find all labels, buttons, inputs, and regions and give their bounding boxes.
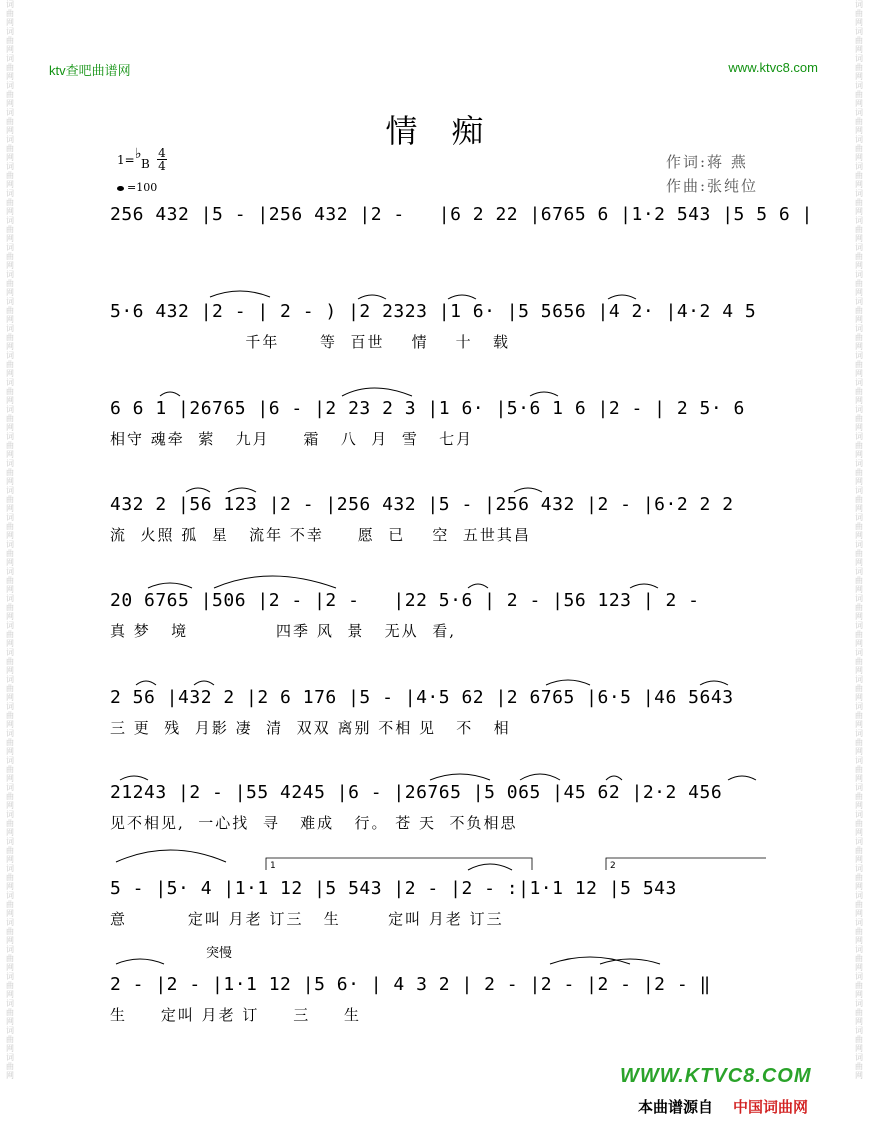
score-notes: 2 56 |432 2 |2 6 176 |5 - |4·5 62 |2 6765 |6·5 |46 5643 [110,687,734,708]
song-title: 情痴 [385,112,518,150]
score-notes: 6 6 1 |26765 |6 - |2 23 2 3 |1 6· |5·6 1 6 |2 - | 2 5· 6 [110,398,745,419]
score-line-2 [110,297,768,357]
score-lyrics: 三 更 残 月影 凄 清 双双 离别 不相 见 不 相 [110,719,511,737]
volta-1-label: 1 [270,861,276,871]
score-lyrics: 见不相见, 一心找 寻 难成 行。 苍 天 不负相思 [110,814,518,832]
score-line-8 [110,861,768,934]
score-line-9 [110,970,768,1030]
score-lyrics: 相守 魂牵 萦 九月 霜 八 月 雪 七月 [110,430,474,448]
score-notes: 5 - |5· 4 |1·1 12 |5 543 |2 - |2 - :|1·1 12 |5 543 [110,878,677,899]
score-notes: 5·6 432 |2 - | 2 - ) |2 2323 |1 6· |5 5656 |4 2· |4·2 4 5 [110,301,757,322]
score-lyrics: 千年 等 百世 情 十 载 [110,333,510,351]
key-prefix: 1= [117,153,135,167]
key-note: B [141,157,150,171]
watermark-strip-left: 词曲网词曲网词曲网词曲网词曲网词曲网词曲网词曲网词曲网词曲网词曲网词曲网词曲网词曲网词曲网词曲网词曲网词曲网词曲网词曲网词曲网词曲网词曲网词曲网词曲网词曲网词曲网词曲网词曲网词曲网词曲网词曲网词曲网词曲网词曲网词曲网词曲网词曲网词曲网词曲网 [6,0,14,1080]
score-lyrics: 真 梦 境 四季 风 景 无从 看, [110,622,456,640]
score-notes: 256 432 |5 - |256 432 |2 - |6 2 22 |6765 6 |1·2 543 |5 5 6 | [110,204,813,225]
time-top: 4 [158,146,166,160]
footer-site-logo[interactable]: WWW.KTVC8.COM [620,1065,812,1087]
score-notes: 21243 |2 - |55 4245 |6 - |26765 |5 065 |45 62 |2·2 456 [110,782,723,803]
footer-source [638,1096,808,1117]
header-site-name[interactable]: ktv查吧曲谱网 [49,63,131,78]
score-notes: 2 - |2 - |1·1 12 |5 6· | 4 3 2 | 2 - |2 - |2 - |2 - ‖ [110,974,711,995]
score-lyrics: 流 火照 孤 星 流年 不幸 愿 已 空 五世其昌 [110,526,531,544]
score-line-5 [110,586,768,646]
tempo-mark [117,181,157,194]
score-lyrics [110,233,768,257]
score-lyrics: 意 定叫 月老 订三 生 定叫 月老 订三 [110,910,504,928]
header-site-url[interactable]: www.ktvc8.com [728,60,818,75]
tempo-value: =100 [127,181,158,194]
score-line-7 [110,778,768,838]
volta-2-label: 2 [610,861,616,871]
score-notes: 432 2 |56 123 |2 - |256 432 |5 - |256 432 |2 - |6·2 2 2 [110,494,734,515]
quarter-note-icon [117,186,124,191]
score-line-3 [110,394,768,454]
score-line-6 [110,683,768,743]
time-bottom: 4 [158,159,166,173]
footer-source-name[interactable]: 中国词曲网 [733,1098,809,1116]
tempo-change-mark: 突慢 [206,946,233,961]
flat-symbol: ♭ [135,146,142,162]
composer: 作曲:张纯位 [666,177,759,195]
footer-source-label: 本曲谱源自 [638,1098,714,1116]
key-signature [117,147,177,195]
time-signature [157,147,167,172]
score-notes: 20 6765 |506 |2 - |2 - |22 5·6 | 2 - |56 123 | 2 - [110,590,700,611]
score-lyrics: 生 定叫 月老 订 三 生 [110,1006,362,1024]
score-line-1 [110,200,813,260]
score-line-4 [110,490,768,550]
lyricist: 作词:蒋 燕 [666,153,748,171]
credits [666,150,758,198]
watermark-strip-right: 词曲网词曲网词曲网词曲网词曲网词曲网词曲网词曲网词曲网词曲网词曲网词曲网词曲网词曲网词曲网词曲网词曲网词曲网词曲网词曲网词曲网词曲网词曲网词曲网词曲网词曲网词曲网词曲网词曲网词曲网词曲网词曲网词曲网词曲网词曲网词曲网词曲网词曲网词曲网词曲网 [855,0,863,1080]
